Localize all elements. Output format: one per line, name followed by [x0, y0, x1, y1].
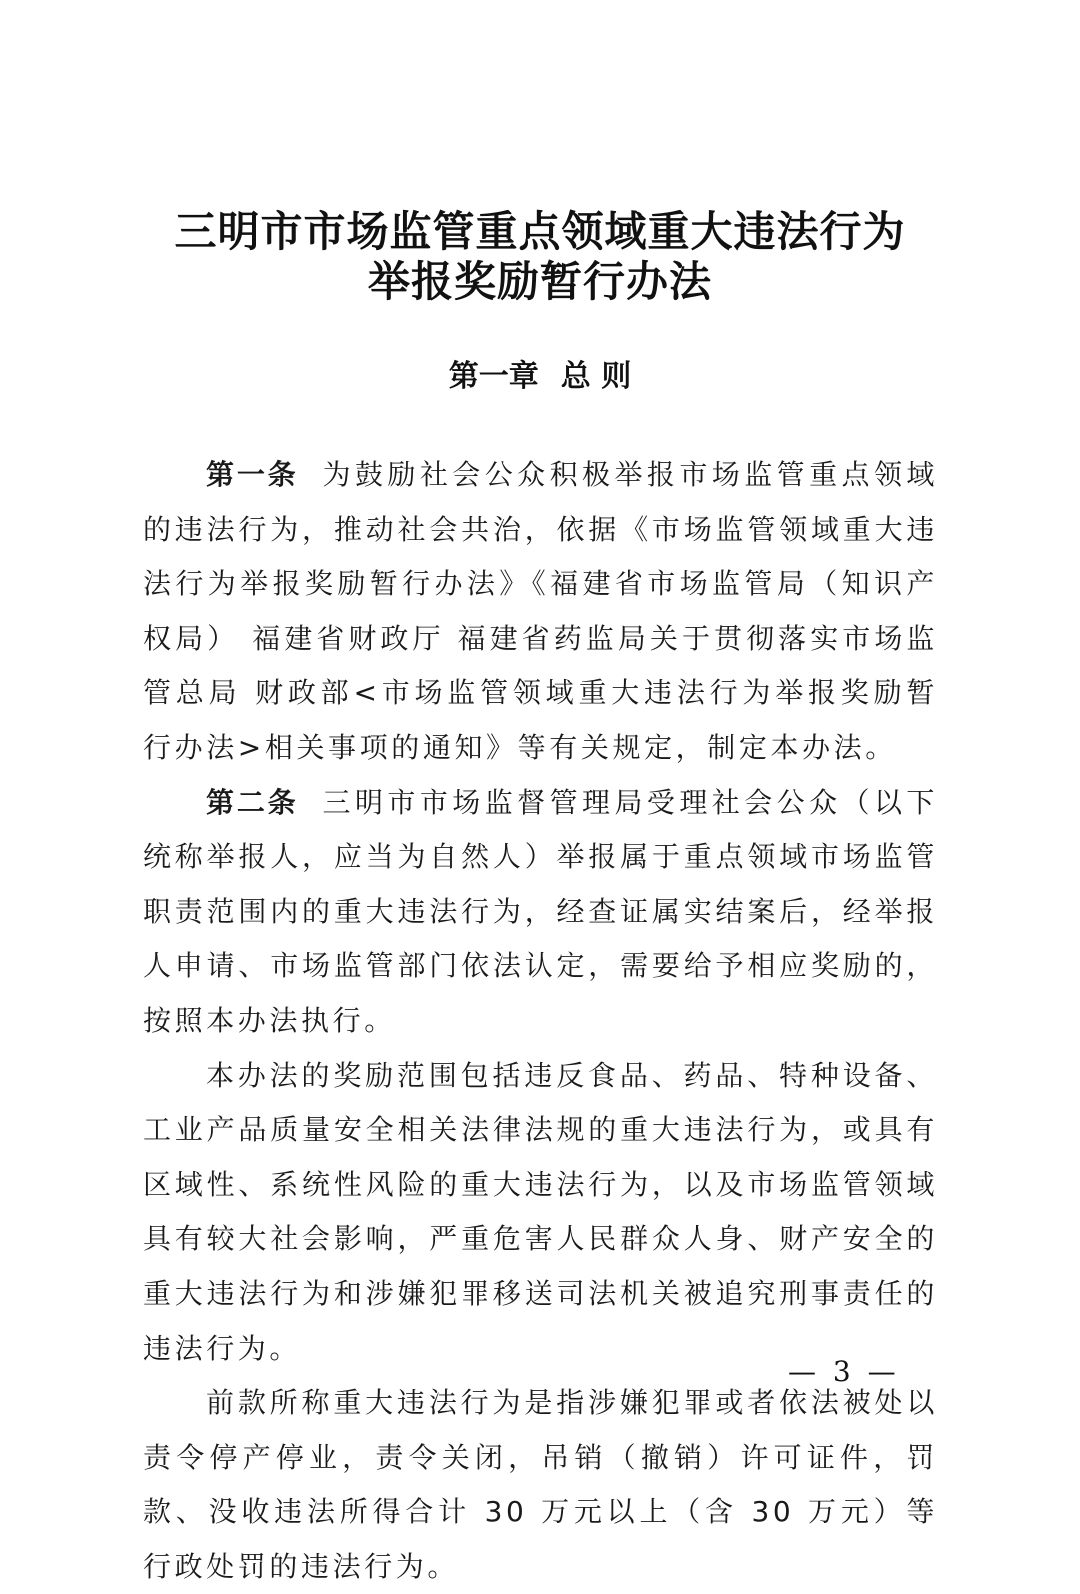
- article-paragraph-1: [143, 448, 938, 776]
- article-label: 第二条: [206, 785, 299, 819]
- paragraph-4: [143, 1376, 938, 1594]
- document-title-line-2: 举报奖励暂行办法: [367, 257, 712, 306]
- document-body: [143, 448, 938, 1594]
- chapter-heading: [0, 357, 1080, 397]
- paragraph-text: 前款所称重大违法行为是指涉嫌犯罪或者依法被处以责令停产停业，责令关闭，吊销（撤销）许可证件，罚款、没收违法所得合计 30 万元以上（含 30 万元）等行政处罚的违法行为。: [143, 1386, 938, 1583]
- chapter-name: 总 则: [560, 359, 632, 394]
- chapter-number: 第一章: [448, 359, 539, 394]
- paragraph-text: 本办法的奖励范围包括违反食品、药品、特种设备、工业产品质量安全相关法律法规的重大违法行为，或具有区域性、系统性风险的重大违法行为，以及市场监管领域具有较大社会影响，严重危害人民群众人身、财产安全的重大违法行为和涉嫌犯罪移送司法机关被追究刑事责任的违法行为。: [143, 1058, 938, 1365]
- article-label: 第一条: [206, 458, 299, 491]
- paragraph-text: 三明市市场监督管理局受理社会公众（以下统称举报人，应当为自然人）举报属于重点领域市场监管职责范围内的重大违法行为，经查证属实结案后，经举报人申请、市场监管部门依法认定，需要给予相应奖励的，按照本办法执行。: [143, 785, 938, 1037]
- paragraph-text: 为鼓励社会公众积极举报市场监管重点领域的违法行为，推动社会共治，依据《市场监管领域重大违法行为举报奖励暂行办法》《福建省市场监管局（知识产权局） 福建省财政厅 福建省药监局关于贯彻落实市场监管总局 财政部<市场监管领域重大违法行为举报奖励暂行办法>相关事项的通知》等有关规定，制定本办法。: [143, 458, 938, 764]
- article-paragraph-2: [143, 776, 938, 1049]
- paragraph-3: [143, 1049, 938, 1377]
- page-number: — 3 —: [788, 1355, 900, 1388]
- document-title-line-1: 三明市市场监管重点领域重大违法行为: [174, 207, 906, 256]
